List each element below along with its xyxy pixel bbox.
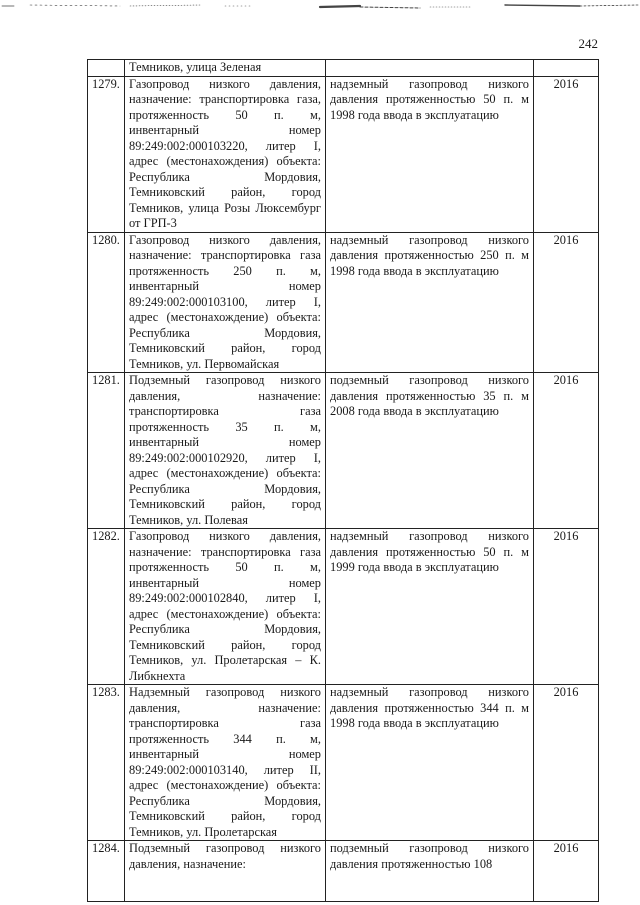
row-number: 1281. <box>88 373 125 529</box>
year: 2016 <box>534 76 599 232</box>
object-name: Подземный газопровод низкого давления, назначение: транспортировка газа протяженность 35 п. м, инвентарный номер 89:249:002:000102920, литер I, адрес (местонахождение) объекта: Республика Мордовия, Темниковский район, город Темников, ул. Полевая <box>125 373 326 529</box>
object-description: подземный газопровод низкого давления протяженностью 35 п. м 2008 года ввода в эксплуатацию <box>326 373 534 529</box>
object-description: надземный газопровод низкого давления протяженностью 50 п. м 1998 года ввода в эксплуатацию <box>326 76 534 232</box>
year <box>534 60 599 77</box>
table-row <box>88 529 599 685</box>
table-row <box>88 232 599 373</box>
page-number: 242 <box>578 36 598 51</box>
object-name: Газопровод низкого давления, назначение: транспортировка газа протяженность 250 п. м, инвентарный номер 89:249:002:000103100, литер I, адрес (местонахождение) объекта: Республика Мордовия, Темниковский район, город Темников, ул. Первомайская <box>125 232 326 373</box>
table-row <box>88 685 599 841</box>
object-description <box>326 60 534 77</box>
row-number: 1282. <box>88 529 125 685</box>
object-name: Темников, улица Зеленая <box>125 60 326 77</box>
table-row <box>88 841 599 902</box>
year: 2016 <box>534 373 599 529</box>
object-description: надземный газопровод низкого давления протяженностью 344 п. м 1998 года ввода в эксплуатацию <box>326 685 534 841</box>
year: 2016 <box>534 685 599 841</box>
year: 2016 <box>534 841 599 902</box>
year: 2016 <box>534 529 599 685</box>
table-row <box>88 373 599 529</box>
table-row <box>88 76 599 232</box>
object-name: Надземный газопровод низкого давления, назначение: транспортировка газа протяженность 344 п. м, инвентарный номер 89:249:002:000103140, литер II, адрес (местонахождение) объекта: Республика Мордовия, Темниковский район, город Темников, ул. Пролетарская <box>125 685 326 841</box>
object-description: надземный газопровод низкого давления протяженностью 250 п. м 1998 года ввода в эксплуатацию <box>326 232 534 373</box>
row-number: 1284. <box>88 841 125 902</box>
registry-table <box>87 59 599 902</box>
row-number: 1283. <box>88 685 125 841</box>
object-description: подземный газопровод низкого давления протяженностью 108 <box>326 841 534 902</box>
object-name: Подземный газопровод низкого давления, назначение: <box>125 841 326 902</box>
object-description: надземный газопровод низкого давления протяженностью 50 п. м 1999 года ввода в эксплуатацию <box>326 529 534 685</box>
year: 2016 <box>534 232 599 373</box>
object-name: Газопровод низкого давления, назначение: транспортировка газа протяженность 50 п. м, инвентарный номер 89:249:002:000102840, литер I, адрес (местонахождение) объекта: Республика Мордовия, Темниковский район, город Темников, ул. Пролетарская – К. Либкнехта <box>125 529 326 685</box>
row-number: 1279. <box>88 76 125 232</box>
table-row-continuation <box>88 60 599 77</box>
object-name: Газопровод низкого давления, назначение: транспортировка газа, протяженность 50 п. м, инвентарный номер 89:249:002:000103220, литер I, адрес (местонахождения) объекта: Республика Мордовия, Темниковский район, город Темников, улица Розы Люксембург от ГРП-3 <box>125 76 326 232</box>
row-number: 1280. <box>88 232 125 373</box>
scan-edge-noise <box>0 0 640 14</box>
row-number <box>88 60 125 77</box>
